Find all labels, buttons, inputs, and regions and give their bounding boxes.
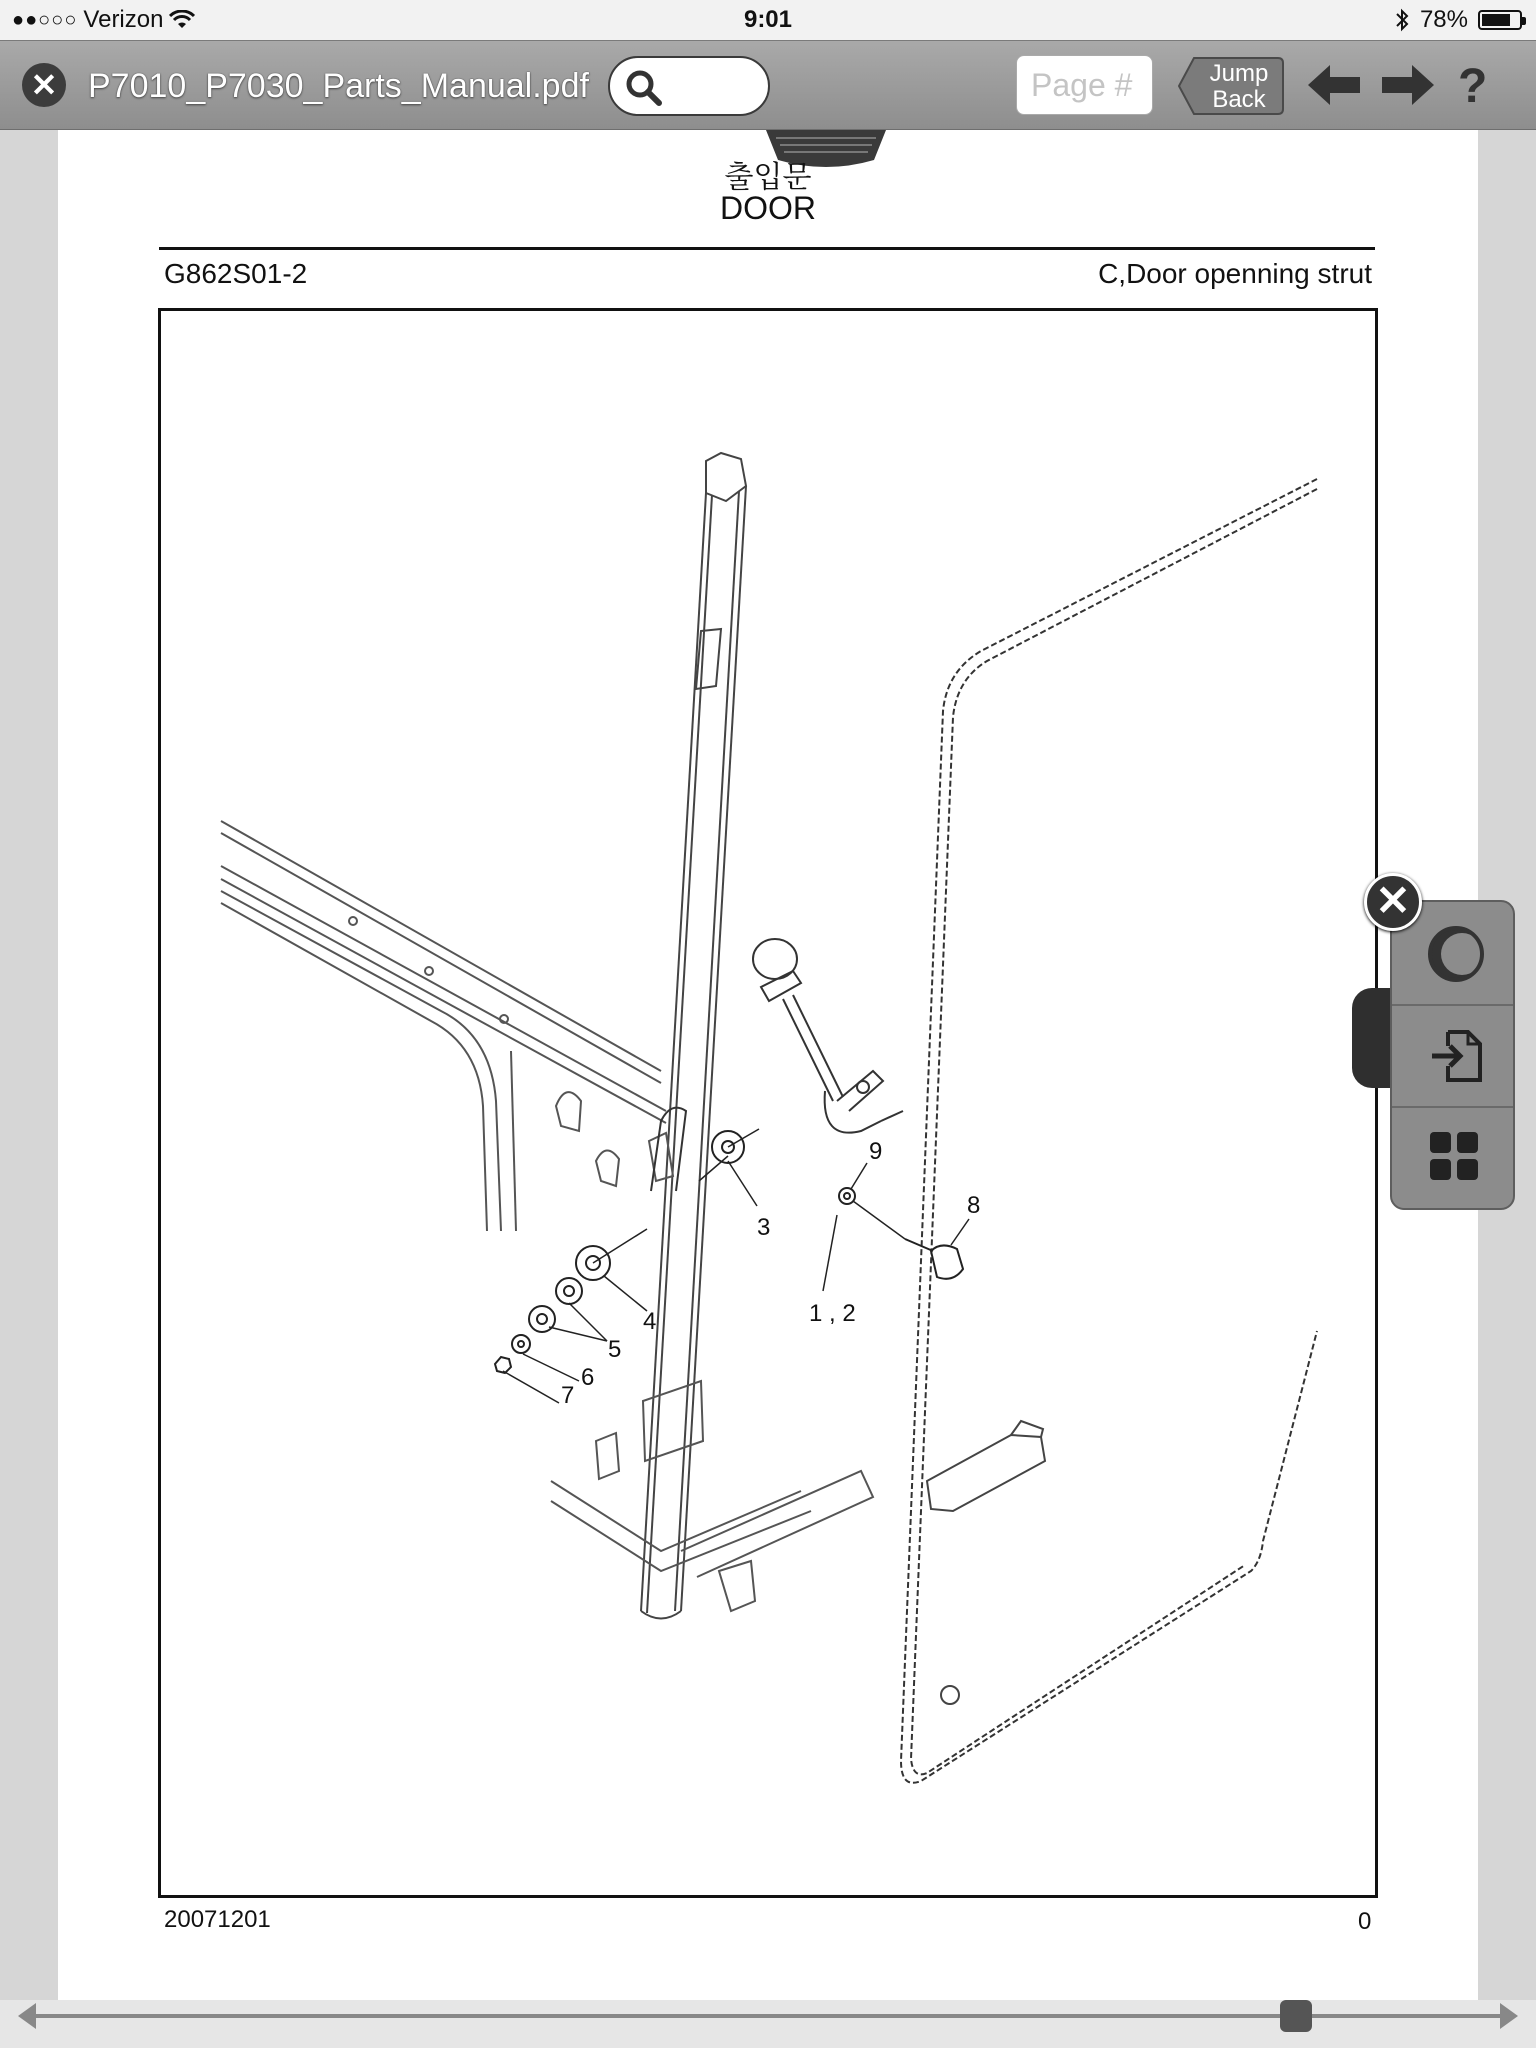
document-title: P7010_P7030_Parts_Manual.pdf xyxy=(88,67,589,105)
scrubber-thumb[interactable] xyxy=(1280,2000,1312,2032)
callout-4: 4 xyxy=(643,1308,657,1335)
grid-icon xyxy=(1428,1130,1480,1182)
close-document-button[interactable]: ✕ xyxy=(22,63,66,107)
battery-percent: 78% xyxy=(1419,6,1468,33)
jump-back-button[interactable] xyxy=(1178,57,1284,115)
pdf-page[interactable] xyxy=(58,130,1478,2000)
carrier-name: Verizon xyxy=(83,6,164,33)
jump-back-label-line1: Jump xyxy=(1209,60,1269,87)
washers-and-nuts xyxy=(495,1131,963,1373)
close-panel-button[interactable]: ✕ xyxy=(1364,873,1422,931)
scrubber-end-icon[interactable] xyxy=(1500,2003,1518,2029)
callout-8: 8 xyxy=(967,1192,981,1219)
clock: 9:01 xyxy=(743,6,793,33)
callout-7: 7 xyxy=(561,1382,575,1409)
bluetooth-icon xyxy=(1394,8,1410,32)
import-document-icon xyxy=(1428,1028,1484,1084)
door-handle xyxy=(927,1421,1045,1704)
parts-drawing-frame xyxy=(158,308,1378,1898)
left-gutter xyxy=(0,130,58,2000)
door-strut-arm xyxy=(651,939,903,1191)
next-arrow-icon[interactable] xyxy=(1380,63,1436,107)
page-number: 0 xyxy=(1358,1908,1372,1935)
signal-strength-icon: ●●○○○ xyxy=(12,8,78,31)
header-rule xyxy=(159,247,1375,250)
callout-3: 3 xyxy=(757,1214,771,1241)
thumbnails-button[interactable] xyxy=(1392,1106,1515,1208)
battery-icon xyxy=(1478,10,1522,30)
callout-9: 9 xyxy=(869,1138,883,1165)
callout-6: 6 xyxy=(581,1364,595,1391)
drawing-code: G862S01-2 xyxy=(164,258,308,289)
drawing-caption: C,Door openning strut xyxy=(1098,258,1372,289)
callout-1-2: 1 , 2 xyxy=(809,1300,856,1327)
help-button[interactable]: ? xyxy=(1458,60,1488,113)
status-bar xyxy=(0,0,1536,40)
base-frame xyxy=(551,1381,873,1611)
callout-5: 5 xyxy=(608,1336,622,1363)
search-button[interactable] xyxy=(608,56,770,116)
moon-icon xyxy=(1428,926,1484,982)
status-right xyxy=(1394,6,1522,34)
revision-date: 20071201 xyxy=(164,1906,271,1933)
reader-toolbar xyxy=(0,40,1536,131)
door-glass-frame xyxy=(901,479,1317,1783)
korean-section-title: 출입문 xyxy=(724,161,812,194)
search-icon xyxy=(624,68,664,108)
left-frame-rails xyxy=(221,821,673,1231)
tool-panel-tab[interactable] xyxy=(1352,988,1392,1088)
tool-panel xyxy=(1390,900,1515,1210)
export-button[interactable] xyxy=(1392,1004,1515,1108)
exploded-parts-diagram xyxy=(161,311,1375,1895)
section-title: DOOR xyxy=(720,190,816,226)
previous-arrow-icon[interactable] xyxy=(1306,63,1362,107)
page-number-input[interactable] xyxy=(1016,55,1153,115)
jump-back-label-line2: Back xyxy=(1212,86,1266,113)
leader-lines xyxy=(503,1129,969,1403)
